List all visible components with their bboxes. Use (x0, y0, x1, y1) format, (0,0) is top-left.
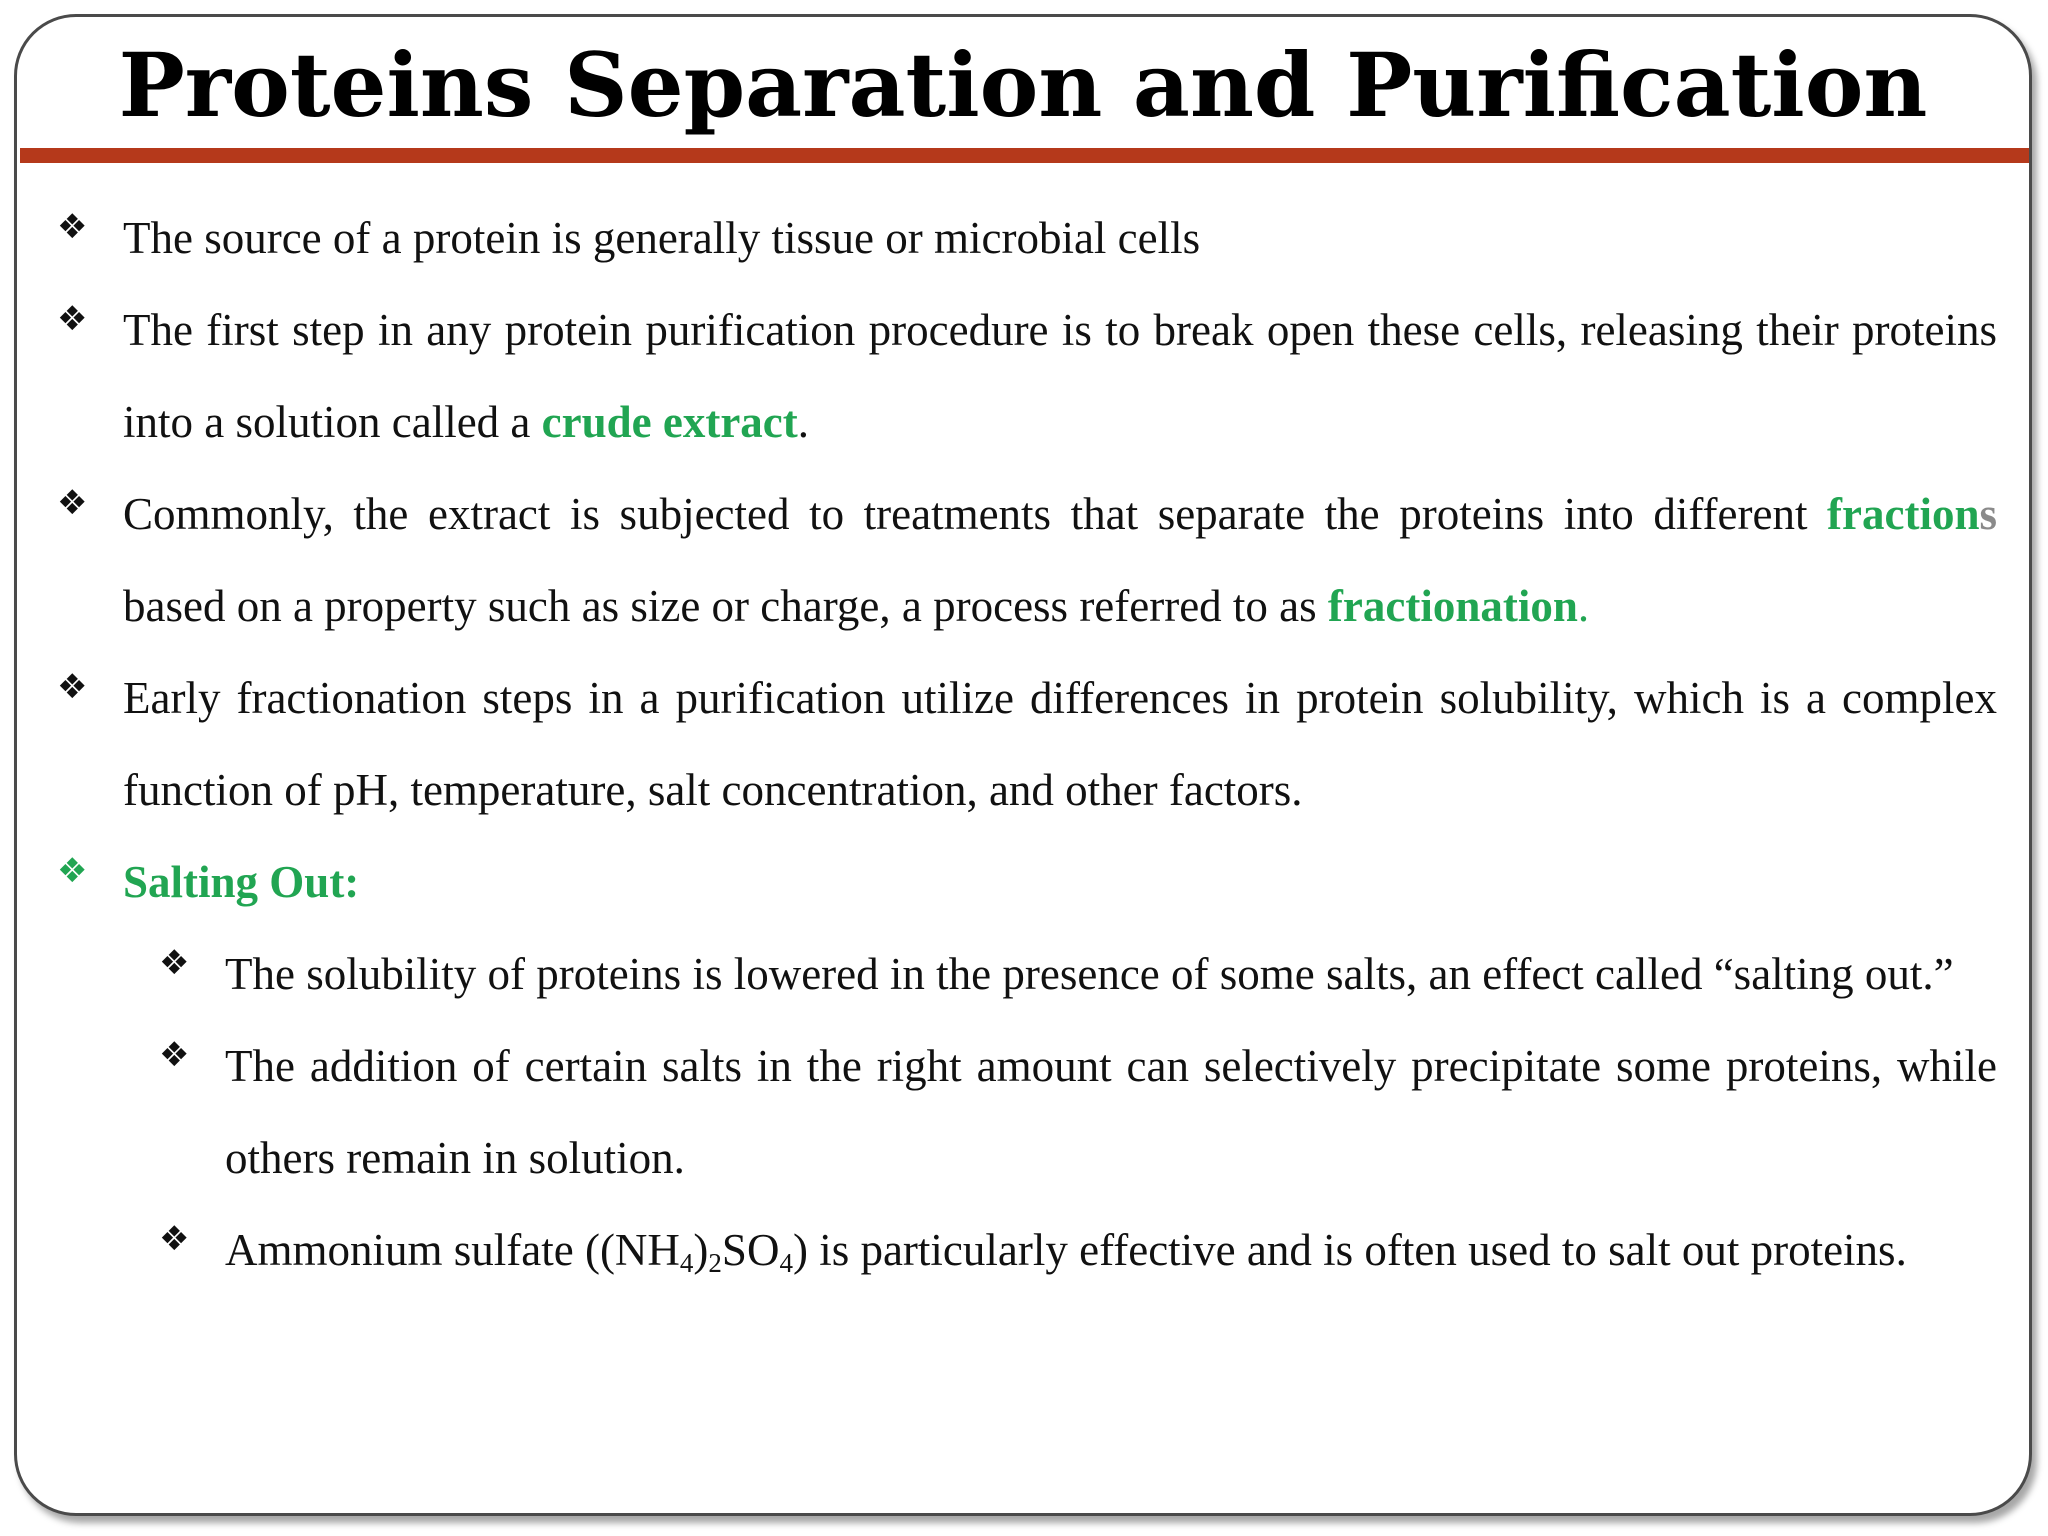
diamond-bullet-icon: ❖ (57, 667, 88, 707)
slide-title: Proteins Separation and Purification (118, 33, 1928, 137)
title-divider (20, 148, 2030, 163)
list-item (57, 284, 1997, 468)
diamond-bullet-icon: ❖ (57, 207, 88, 247)
diamond-bullet-icon: ❖ (57, 299, 88, 339)
item-text: The first step in any protein purification procedure is to break open these cells, releasing their proteins into a solution called a (123, 305, 1997, 447)
list-item (57, 652, 1997, 836)
item-text: The solubility of proteins is lowered in the presence of some salts, an effect called “salting out.” (225, 949, 1954, 999)
item-text-end: . (1577, 581, 1590, 631)
diamond-bullet-icon: ❖ (159, 1219, 190, 1259)
formula-text: Ammonium sulfate ((NH (225, 1225, 680, 1275)
highlight-term: crude extract (541, 397, 798, 447)
list-item-heading (57, 836, 1997, 928)
item-text-end: ) is particularly effective and is often used to salt out proteins. (792, 1225, 1907, 1275)
highlight-term-tail: s (1979, 489, 1997, 539)
diamond-bullet-icon: ❖ (159, 1035, 190, 1075)
item-text: The addition of certain salts in the right amount can selectively precipitate some proteins, while others remain in solution. (225, 1041, 1997, 1183)
list-item (57, 192, 1997, 284)
formula-text: ) (693, 1225, 709, 1275)
formula-text: SO (721, 1225, 780, 1275)
bullet-list (57, 192, 1997, 1296)
subscript: 4 (679, 1247, 694, 1278)
slide (14, 14, 2032, 1516)
item-text-end: . (797, 397, 810, 447)
subscript: 2 (708, 1247, 722, 1278)
diamond-bullet-icon: ❖ (57, 483, 88, 523)
list-item (57, 468, 1997, 652)
item-text: Early fractionation steps in a purification utilize differences in protein solubility, which is a complex function of pH, temperature, salt concentration, and other factors. (123, 673, 1997, 815)
highlight-term: fraction (1827, 489, 1980, 539)
item-text: The source of a protein is generally tissue or microbial cells (123, 213, 1201, 263)
subscript: 4 (779, 1247, 793, 1278)
highlight-term: fractionation (1327, 581, 1578, 631)
section-heading: Salting Out: (123, 857, 360, 907)
item-text-middle: based on a property such as size or charge, a process referred to as (123, 581, 1328, 631)
diamond-bullet-icon: ❖ (57, 851, 88, 891)
sub-list-item (159, 928, 1997, 1020)
sub-list-item (159, 1204, 1997, 1296)
diamond-bullet-icon: ❖ (159, 943, 190, 983)
sub-list-item (159, 1020, 1997, 1204)
item-text: Commonly, the extract is subjected to treatments that separate the proteins into different (123, 489, 1828, 539)
